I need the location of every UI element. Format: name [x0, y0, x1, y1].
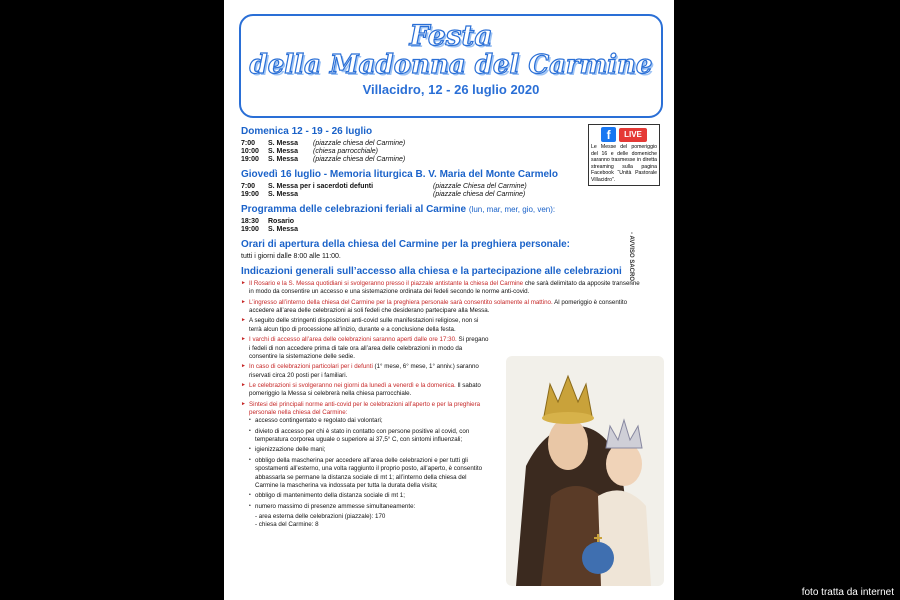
indicazione-highlight: Il Rosario e la S. Messa quotidiani si svolgeranno presso il piazzale antistante la chiesa del Carmine [249, 280, 524, 287]
schedule-place: (chiesa parrocchiale) [313, 148, 378, 155]
avviso-sacro-label: - AVVISO SACRO - [628, 232, 634, 285]
schedule-time: 19:00 [241, 156, 259, 163]
live-text: Le Messe del pomeriggio del 16 e delle domeniche saranno trasmesse in diretta streaming sulla pagina Facebook “Unità Pastorale Villacidro”. [591, 144, 657, 183]
presenze-item: - area esterna delle celebrazioni (piazzale): 170 [255, 512, 386, 520]
schedule-label: S. Messa [268, 226, 298, 233]
heading-feriali [241, 204, 641, 215]
indicazione-highlight: I varchi di accesso all’area delle celebrazioni saranno aperti dalle ore 17:30. [249, 336, 457, 344]
title-line-1: Festa [409, 19, 493, 52]
rows-feriali [241, 218, 641, 233]
presenze-item: - chiesa del Carmine: 8 [255, 521, 319, 529]
title-box [239, 14, 663, 118]
norma-item: • numero massimo di presenze ammesse simultaneamente: [249, 503, 489, 511]
photo-caption: foto tratta da internet [796, 585, 900, 600]
indicazione-text: Il sabato pomeriggio la Messa si celebrerà nella chiesa parrocchiale. [249, 381, 481, 398]
norma-item: • accesso contingentato e regolato dai volontari; [249, 417, 489, 425]
norma-item: • obbligo della mascherina per accedere all’area delle celebrazioni e per tutti gli spostamenti all’esterno, una volta raggiunto il proprio posto, all’aperto, è consentito abbassarla se permane la distanza sociale di mt 1; all’interno della chiesa del Carmine la mascherina va indossata per tutta la durata della visita; [249, 457, 489, 490]
schedule-time: 10:00 [241, 148, 259, 155]
schedule-row [241, 140, 641, 147]
schedule-time: 7:00 [241, 183, 256, 190]
indicazione-item [241, 299, 641, 316]
rows-domenica [241, 140, 641, 163]
norme-list [249, 417, 489, 511]
schedule-label: S. Messa per i sacerdoti defunti [268, 183, 374, 190]
norma-item: • divieto di accesso per chi è stato in contatto con persone positive al covid, con temperatura corporea uguale o superiore ai 37,5° C, con sintomi influenzali; [249, 428, 489, 445]
norma-item: • obbligo di mantenimento della distanza sociale di mt 1; [249, 492, 489, 500]
madonna-statue-illustration [506, 356, 664, 586]
facebook-icon: f [601, 127, 616, 142]
schedule-row [241, 218, 641, 225]
schedule-time: 18:30 [241, 218, 259, 225]
norma-item: • igienizzazione delle mani; [249, 446, 489, 454]
indicazione-text: Al pomeriggio è consentito accedere all’area delle celebrazioni ai soli fedeli che desiderano partecipare alla Messa. [249, 298, 628, 315]
schedule-place: (piazzale chiesa del Carmine) [433, 191, 526, 198]
heading-giovedi: Giovedì 16 luglio - Memoria liturgica B. V. Maria del Monte Carmelo [241, 169, 558, 180]
schedule-place: (piazzale Chiesa del Carmine) [433, 183, 527, 190]
schedule-label: S. Messa [268, 140, 298, 147]
schedule-row [241, 191, 641, 198]
schedule-time: 19:00 [241, 226, 259, 233]
rows-giovedi [241, 183, 641, 198]
live-badge: LIVE [619, 128, 647, 142]
subtitle: Villacidro, 12 - 26 luglio 2020 [362, 82, 540, 97]
flyer-page [224, 0, 674, 600]
heading-indicazioni: Indicazioni generali sull’accesso alla chiesa e la partecipazione alle celebrazioni [241, 266, 622, 277]
schedule-label: S. Messa [268, 156, 298, 163]
indicazione-text: che sarà delimitato da apposite transenne in modo da consentire un accesso e una sistemazione ordinata dei fedeli secondo le norme anti-covid. [249, 280, 640, 296]
schedule-label: S. Messa [268, 148, 298, 155]
indicazione-item [241, 336, 489, 361]
live-header [591, 127, 657, 142]
live-streaming-box [588, 124, 660, 186]
schedule-place: (piazzale chiesa del Carmine) [313, 140, 406, 147]
schedule-row [241, 183, 641, 190]
madonna-statue-photo [506, 356, 664, 586]
heading-domenica: Domenica 12 - 19 - 26 luglio [241, 126, 373, 137]
schedule-row [241, 226, 641, 233]
title-line-2: della Madonna del Carmine [249, 50, 653, 80]
indicazione-item [241, 317, 489, 334]
indicazione-highlight: L’ingresso all’interno della chiesa del Carmine per la preghiera personale sarà consentito solamente al mattino. [249, 298, 553, 306]
schedule-label: S. Messa [268, 191, 298, 198]
heading-feriali-main: Programma delle celebrazioni feriali al Carmine [241, 204, 467, 215]
indicazione-text: (1° mese, 6° mese, 1° anniv.) saranno riservati circa 20 posti per i familiari. [249, 363, 479, 379]
heading-feriali-days: (lun, mar, mer, gio, ven): [468, 205, 556, 214]
indicazione-item [241, 401, 489, 530]
indicazione-highlight: Sintesi dei principali norme anti-covid per le celebrazioni all’aperto e per la preghiera personale nella chiesa del Carmine: [249, 400, 481, 417]
orari-text: tutti i giorni dalle 8:00 alle 11:00. [241, 253, 341, 260]
indicazione-text: Si pregano i fedeli di non accedere prima di tale ora all’area delle celebrazioni in modo da consentire la sistemazione delle sedie. [249, 336, 489, 360]
schedule-row [241, 148, 641, 155]
schedule-time: 19:00 [241, 191, 259, 198]
indicazione-text: A seguito delle stringenti disposizioni anti-covid sulle manifestazioni religiose, non si terrà alcun tipo di processione all’inizio, durante e a conclusione della festa. [249, 317, 479, 333]
schedule-time: 7:00 [241, 140, 256, 147]
indicazione-item [241, 280, 641, 297]
schedule-place: (piazzale chiesa del Carmine) [313, 156, 406, 163]
heading-orari: Orari di apertura della chiesa del Carmine per la preghiera personale: [241, 239, 571, 250]
indicazione-highlight: Le celebrazioni si svolgeranno nei giorni da lunedì a venerdì e la domenica. [249, 381, 456, 389]
indicazione-item [241, 363, 489, 380]
schedule-row [241, 156, 641, 163]
indicazione-highlight: In caso di celebrazioni particolari per i defunti [249, 363, 373, 371]
indicazione-item [241, 382, 489, 399]
schedule-label: Rosario [268, 218, 295, 225]
